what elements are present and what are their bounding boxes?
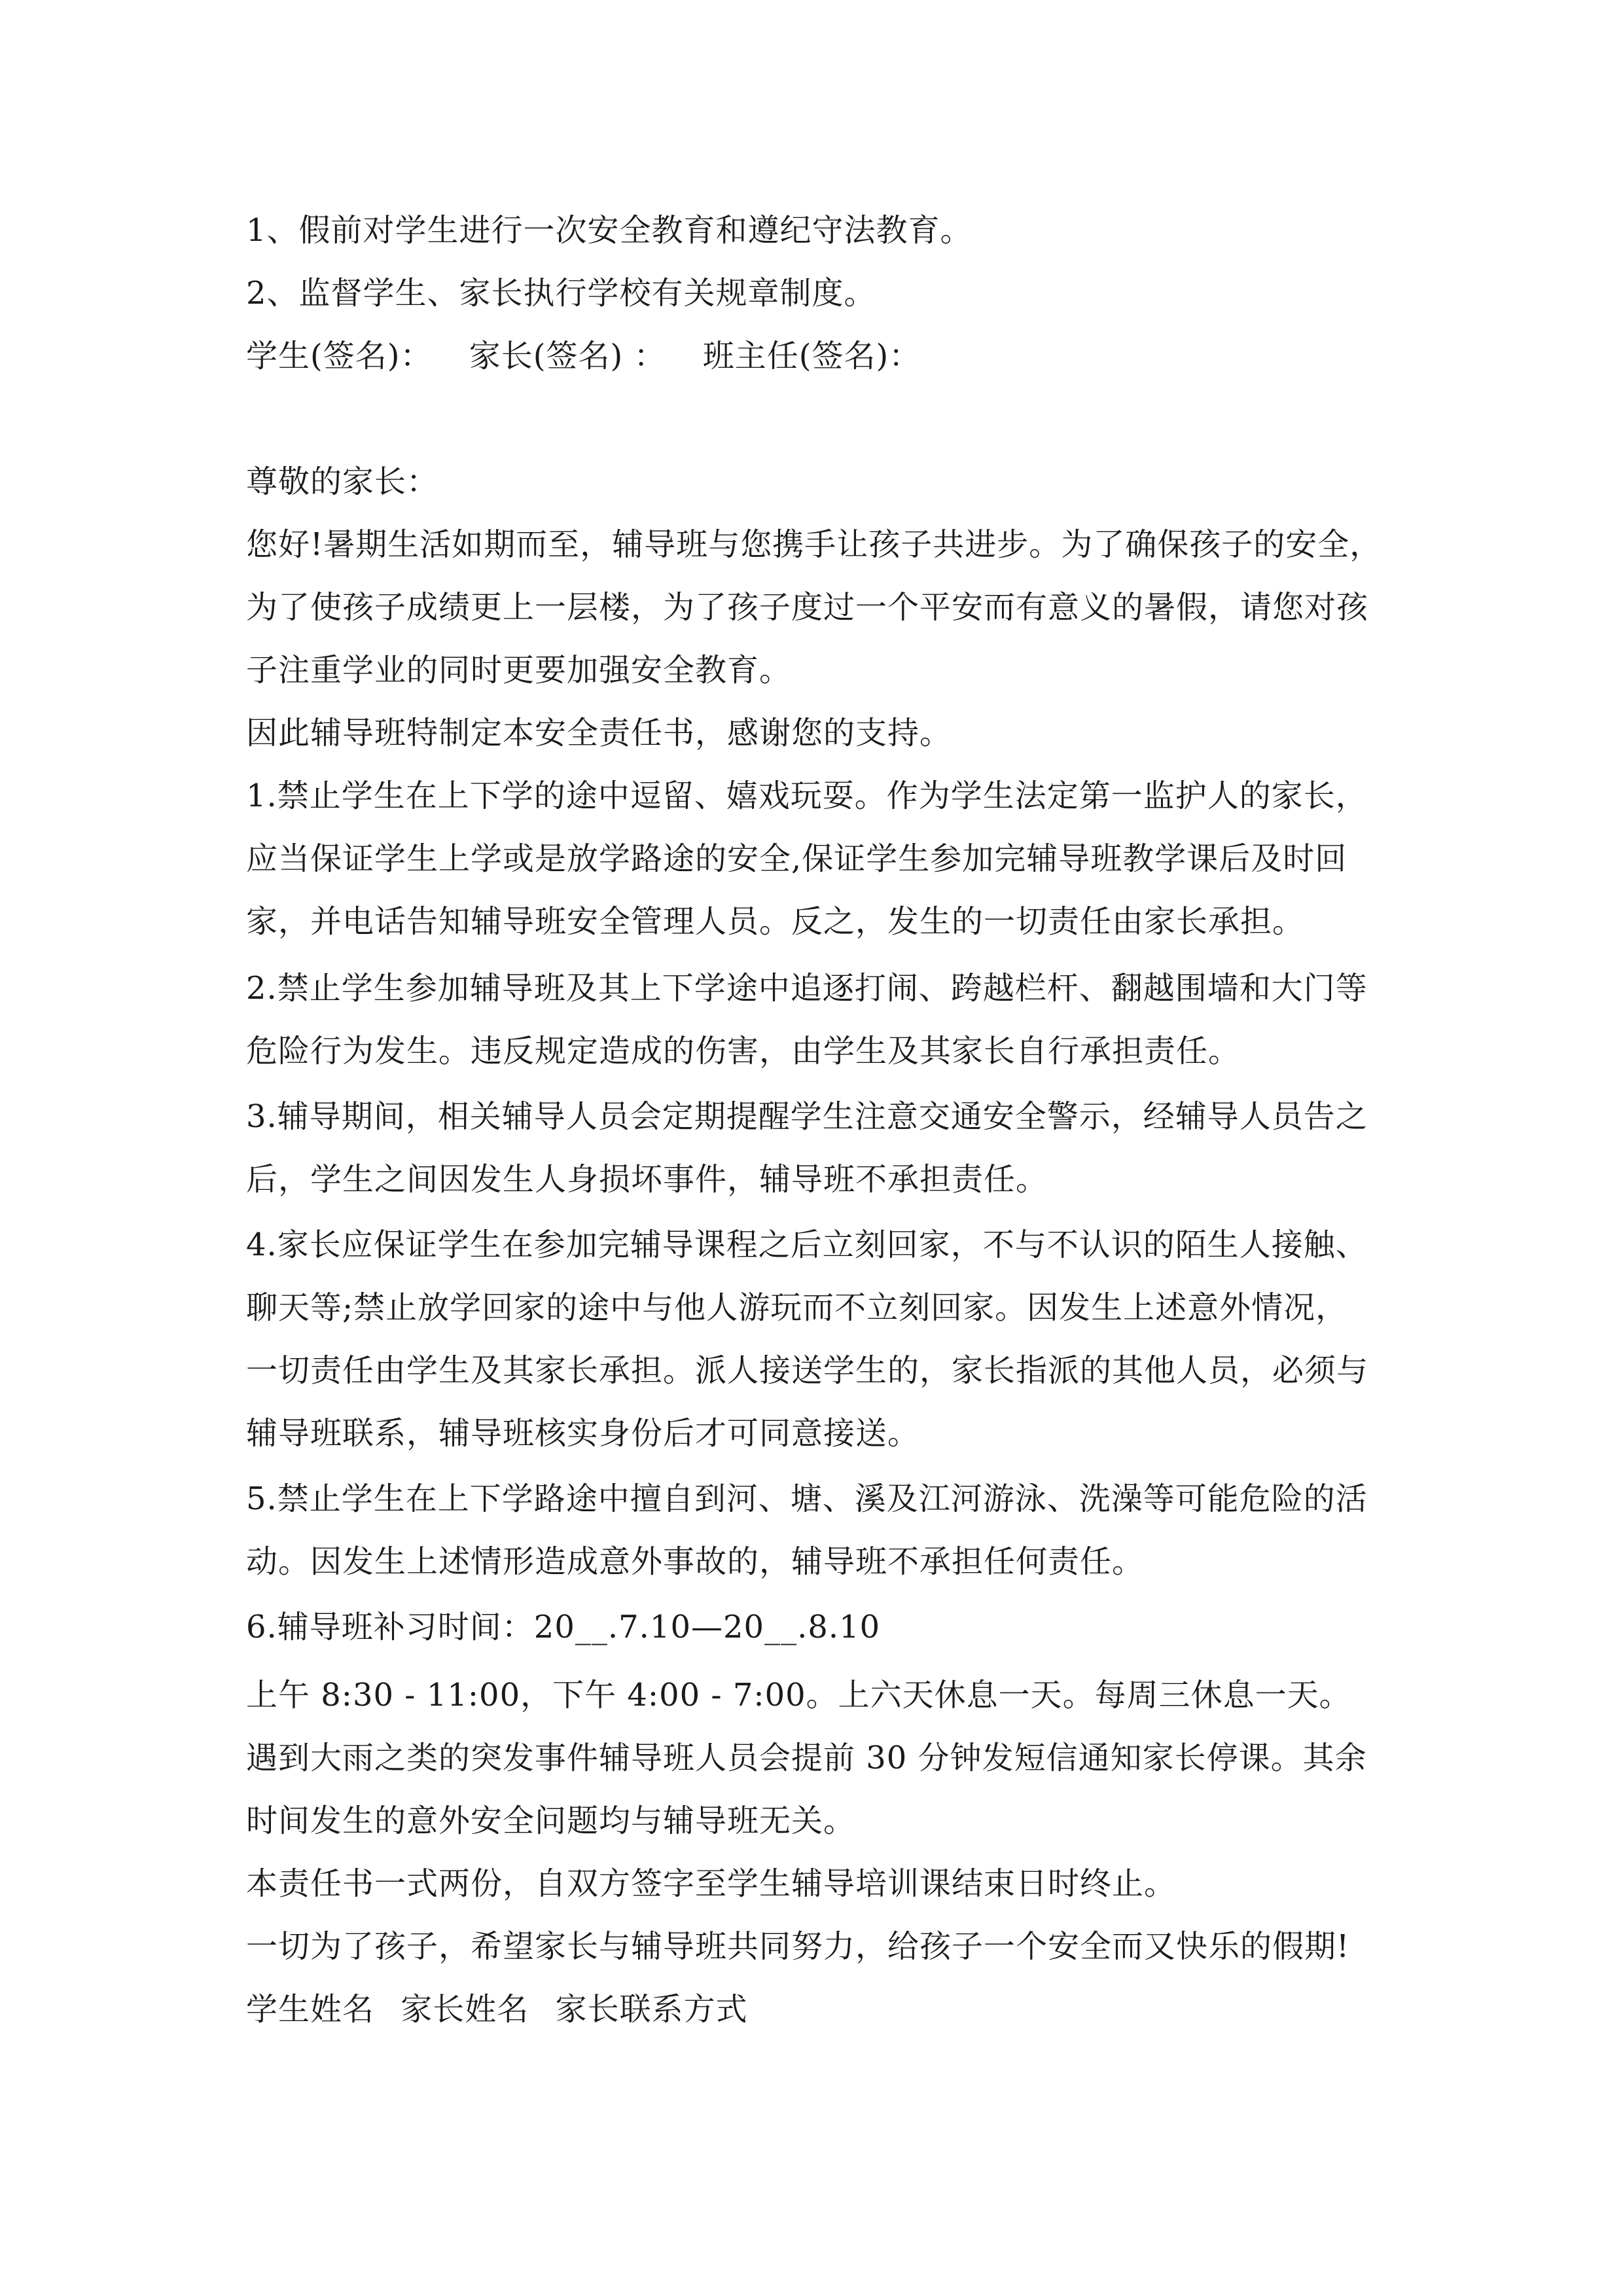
rule2-line: 2.禁止学生参加辅导班及其上下学途中追逐打闹、跨越栏杆、翻越围墙和大门等: [246, 970, 1368, 1007]
rule6-line: 时间发生的意外安全问题均与辅导班无关。: [246, 1803, 856, 1839]
rule6-line: 6.辅导班补习时间：20__.7.10—20__.8.10: [246, 1609, 881, 1645]
parent-contact-label: 家长联系方式: [555, 1991, 748, 2028]
rule4-line: 4.家长应保证学生在参加完辅导课程之后立刻回家，不与不认识的陌生人接触、: [246, 1227, 1368, 1263]
intro-line: 因此辅导班特制定本安全责任书，感谢您的支持。: [246, 715, 952, 751]
section1-item-2: 2、监督学生、家长执行学校有关规章制度。: [246, 275, 876, 312]
rule4-line: 聊天等;禁止放学回家的途中与他人游玩而不立刻回家。因发生上述意外情况，: [246, 1289, 1348, 1326]
footer-fields-row: [246, 1990, 1398, 2029]
parent-name-label: 家长姓名: [401, 1991, 529, 2028]
rule3-line: 3.辅导期间，相关辅导人员会定期提醒学生注意交通安全警示，经辅导人员告之: [246, 1098, 1368, 1135]
teacher-signature-label: 班主任(签名)：: [702, 338, 921, 374]
closing-line: 本责任书一式两份，自双方签字至学生辅导培训课结束日时终止。: [246, 1865, 1177, 1902]
parent-signature-label: 家长(签名) ：: [469, 338, 666, 374]
rule6-line: 上午 8:30 - 11:00，下午 4:00 - 7:00。上六天休息一天。每周三休息一天。: [246, 1677, 1351, 1713]
letter-salutation: 尊敬的家长：: [246, 463, 439, 500]
rule6-line: 遇到大雨之类的突发事件辅导班人员会提前 30 分钟发短信通知家长停课。其余: [246, 1740, 1367, 1776]
rule3-line: 后，学生之间因发生人身损坏事件，辅导班不承担责任。: [246, 1161, 1048, 1198]
rule1-line: 应当保证学生上学或是放学路途的安全,保证学生参加完辅导班教学课后及时回: [246, 840, 1347, 877]
student-signature-label: 学生(签名)：: [246, 338, 433, 374]
rule1-line: 家，并电话告知辅导班安全管理人员。反之，发生的一切责任由家长承担。: [246, 903, 1305, 940]
intro-line: 为了使孩子成绩更上一层楼，为了孩子度过一个平安而有意义的暑假，请您对孩: [246, 589, 1369, 626]
intro-line: 您好!暑期生活如期而至，辅导班与您携手让孩子共进步。为了确保孩子的安全，: [246, 526, 1382, 563]
section1-item-1: 1、假前对学生进行一次安全教育和遵纪守法教育。: [246, 212, 972, 249]
rule1-line: 1.禁止学生在上下学的途中逗留、嬉戏玩耍。作为学生法定第一监护人的家长，: [246, 778, 1368, 814]
rule2-line: 危险行为发生。违反规定造成的伤害，由学生及其家长自行承担责任。: [246, 1033, 1241, 1069]
rule4-line: 辅导班联系，辅导班核实身份后才可同意接送。: [246, 1415, 920, 1452]
rule5-line: 5.禁止学生在上下学路途中擅自到河、塘、溪及江河游泳、洗澡等可能危险的活: [246, 1480, 1368, 1517]
rule5-line: 动。因发生上述情形造成意外事故的，辅导班不承担任何责任。: [246, 1543, 1145, 1580]
student-name-label: 学生姓名: [246, 1991, 375, 2028]
intro-line: 子注重学业的同时更要加强安全教育。: [246, 652, 792, 689]
closing-line: 一切为了孩子，希望家长与辅导班共同努力，给孩子一个安全而又快乐的假期!: [246, 1928, 1350, 1965]
rule4-line: 一切责任由学生及其家长承担。派人接送学生的，家长指派的其他人员，必须与: [246, 1352, 1369, 1389]
signature-row: [246, 336, 1398, 376]
